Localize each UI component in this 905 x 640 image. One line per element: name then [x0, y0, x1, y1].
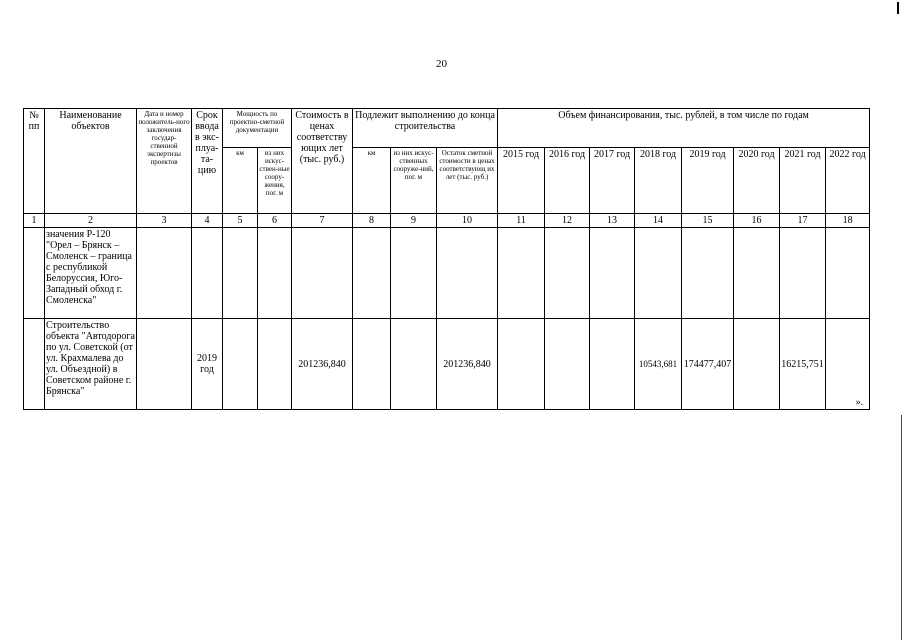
cost-value: 201236,840: [292, 319, 353, 410]
finance-2018-value: 10543,681: [635, 319, 682, 410]
scan-edge-mark: [897, 2, 899, 14]
column-number: 3: [137, 214, 192, 228]
column-number: 11: [498, 214, 545, 228]
header-remain: Подлежит выполнению до конца строительства: [353, 109, 498, 148]
header-capacity-art: из них искус-ствен-ные соору-жения, пог. м: [258, 148, 292, 214]
scan-edge-line: [901, 415, 902, 640]
column-number: 7: [292, 214, 353, 228]
header-year-2015: 2015 год: [498, 148, 545, 214]
column-number: 16: [734, 214, 780, 228]
column-number-row: [24, 214, 870, 228]
column-number: 5: [223, 214, 258, 228]
finance-2019-value: 174477,407: [682, 319, 734, 410]
column-number: 13: [590, 214, 635, 228]
commission-term: 2019 год: [192, 319, 223, 410]
financing-table: [23, 108, 870, 410]
header-year-2020: 2020 год: [734, 148, 780, 214]
header-term: Срок ввода в экс-плуа-та-цию: [192, 109, 223, 214]
column-number: 17: [780, 214, 826, 228]
closing-quote: ».: [826, 319, 870, 410]
header-capacity: Мощность по проектно-сметной документации: [223, 109, 292, 148]
table-row: [24, 319, 870, 410]
header-finance: Объем финансирования, тыс. рублей, в том числе по годам: [498, 109, 870, 148]
header-capacity-km: км: [223, 148, 258, 214]
header-remain-km: км: [353, 148, 391, 214]
column-number: 2: [45, 214, 137, 228]
object-name: значения Р-120 "Орел – Брянск – Смоленск – граница с республикой Белоруссия, Юго-Западный обход г. Смоленска": [45, 228, 137, 319]
header-year-2022: 2022 год: [826, 148, 870, 214]
column-number: 9: [391, 214, 437, 228]
column-number: 10: [437, 214, 498, 228]
header-no: № пп: [24, 109, 45, 214]
finance-2021-value: 16215,751: [780, 319, 826, 410]
header-year-2021: 2021 год: [780, 148, 826, 214]
header-remain-art: из них искус-ственных сооруже-ний, пог. м: [391, 148, 437, 214]
table-row: [24, 228, 870, 319]
column-number: 1: [24, 214, 45, 228]
header-cost: Стоимость в ценах соответству ющих лет (тыс. руб.): [292, 109, 353, 214]
header-year-2016: 2016 год: [545, 148, 590, 214]
column-number: 14: [635, 214, 682, 228]
header-name: Наименование объектов: [45, 109, 137, 214]
column-number: 15: [682, 214, 734, 228]
object-name: Строительство объекта "Автодорога по ул. Советской (от ул. Крахмалева до ул. Объездной) в Советском районе г. Брянска": [45, 319, 137, 410]
header-year-2018: 2018 год: [635, 148, 682, 214]
header-year-2019: 2019 год: [682, 148, 734, 214]
page-number: 20: [436, 58, 447, 70]
column-number: 18: [826, 214, 870, 228]
remaining-cost-value: 201236,840: [437, 319, 498, 410]
header-remain-cost: Остаток сметной стоимости в ценах соответствующ их лет (тыс. руб.): [437, 148, 498, 214]
header-date: Дата и номер положитель-ного заключения государ-ственной экспертизы проектов: [137, 109, 192, 214]
column-number: 6: [258, 214, 292, 228]
header-year-2017: 2017 год: [590, 148, 635, 214]
column-number: 4: [192, 214, 223, 228]
column-number: 12: [545, 214, 590, 228]
column-number: 8: [353, 214, 391, 228]
